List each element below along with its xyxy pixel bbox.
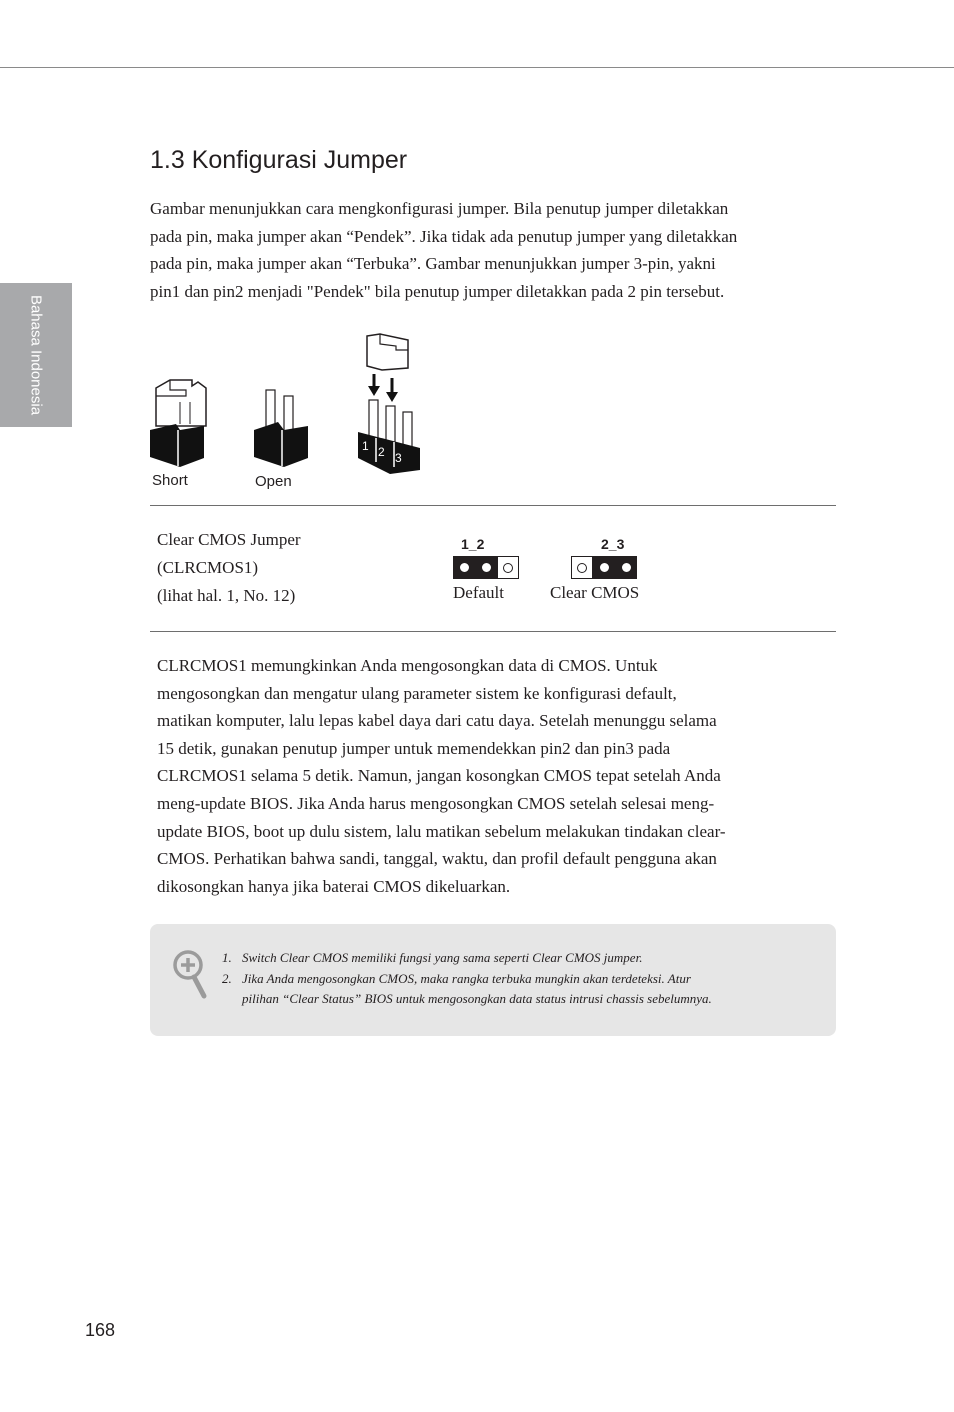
- pin: [497, 556, 519, 579]
- table-top-rule: [150, 505, 836, 506]
- section-title: 1.3 Konfigurasi Jumper: [150, 146, 408, 174]
- jumper-name-line: (lihat hal. 1, No. 12): [157, 586, 296, 605]
- note-number: 2.: [222, 970, 232, 986]
- pin-number-2: 2: [378, 445, 385, 459]
- magnifier-plus-icon: [172, 948, 212, 1000]
- intro-line: Gambar menunjukkan cara mengkonfigurasi jumper. Bila penutup jumper diletakkan: [150, 199, 729, 218]
- jumper-illustration: [150, 330, 430, 495]
- jumper-name-line: (CLRCMOS1): [157, 558, 259, 577]
- clear-pins-label: 2_3: [601, 536, 625, 552]
- body-line: update BIOS, boot up dulu sistem, lalu matikan sebelum melakukan tindakan clear-: [157, 821, 726, 841]
- language-side-tab: [0, 283, 72, 427]
- note-list: [222, 948, 712, 1010]
- body-line: 15 detik, gunakan penutup jumper untuk memendekkan pin2 dan pin3 pada: [157, 738, 671, 758]
- page-number: 168: [85, 1320, 116, 1340]
- side-tab-label: Bahasa Indonesia: [27, 294, 45, 416]
- default-pins-label: 1_2: [461, 536, 485, 552]
- note-box: [150, 924, 836, 1036]
- header-rule: [0, 67, 954, 68]
- body-line: dikosongkan hanya jika baterai CMOS dikeluarkan.: [157, 876, 511, 896]
- clear-cmos-caption: Clear CMOS: [550, 583, 640, 602]
- body-line: meng-update BIOS. Jika Anda harus mengosongkan CMOS setelah selesai meng-: [157, 793, 715, 813]
- open-label: Open: [255, 473, 292, 490]
- jumper-name: [157, 526, 301, 610]
- short-label: Short: [152, 472, 188, 489]
- note-text: Switch Clear CMOS memiliki fungsi yang sama seperti Clear CMOS jumper.: [242, 950, 643, 965]
- open-jumper-drawing: [254, 390, 308, 467]
- pin: [593, 556, 615, 579]
- intro-paragraph: [150, 195, 800, 305]
- body-line: CLRCMOS1 selama 5 detik. Namun, jangan kosongkan CMOS tepat setelah Anda: [157, 766, 721, 786]
- intro-line: pada pin, maka jumper akan “Terbuka”. Gambar menunjukkan jumper 3-pin, yakni: [150, 254, 716, 274]
- intro-line: pin1 dan pin2 menjadi "Pendek" bila penutup jumper diletakkan pada 2 pin tersebut.: [150, 281, 725, 301]
- clear-cmos-pin-diagram: [571, 556, 637, 579]
- short-jumper-drawing: [150, 380, 206, 467]
- note-item: [222, 969, 712, 1010]
- note-item: [222, 948, 712, 969]
- intro-line: pada pin, maka jumper akan “Pendek”. Jika tidak ada penutup jumper yang diletakkan: [150, 226, 738, 246]
- body-line: matikan komputer, lalu lepas kabel daya dari catu daya. Setelah menunggu selama: [157, 711, 717, 731]
- note-text: pilihan “Clear Status” BIOS untuk mengosongkan data status intrusi chassis sebelumnya.: [242, 991, 712, 1006]
- default-caption: Default: [453, 583, 504, 602]
- body-line: mengosongkan dan mengatur ulang parameter sistem ke konfigurasi default,: [157, 683, 677, 703]
- jumper-name-line: Clear CMOS Jumper: [157, 530, 301, 549]
- pin: [615, 556, 637, 579]
- pin: [475, 556, 497, 579]
- pin-number-1: 1: [362, 439, 369, 453]
- three-pin-jumper-drawing: [358, 334, 420, 474]
- table-bottom-rule: [150, 631, 836, 632]
- pin: [453, 556, 475, 579]
- default-pin-diagram: [453, 556, 519, 579]
- jumper-figure: [150, 330, 430, 495]
- pin: [571, 556, 593, 579]
- note-text: Jika Anda mengosongkan CMOS, maka rangka terbuka mungkin akan terdeteksi. Atur: [242, 970, 691, 986]
- note-number: 1.: [222, 950, 232, 965]
- body-line: CMOS. Perhatikan bahwa sandi, tanggal, waktu, dan profil default pengguna akan: [157, 849, 717, 869]
- pin-number-3: 3: [395, 451, 402, 465]
- body-line: CLRCMOS1 memungkinkan Anda mengosongkan data di CMOS. Untuk: [157, 656, 658, 675]
- body-paragraph: [157, 652, 797, 900]
